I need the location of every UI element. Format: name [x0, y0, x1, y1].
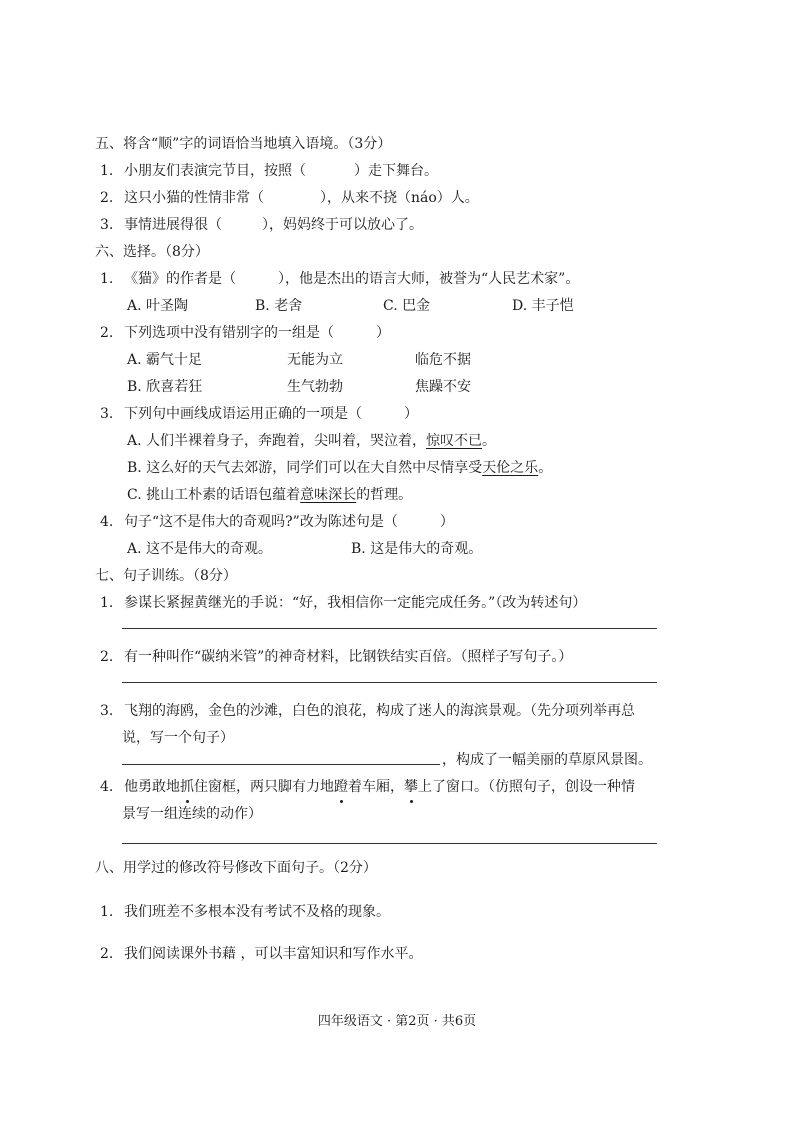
- s5-item-1: [100, 161, 438, 181]
- item-number: 2.: [100, 946, 114, 962]
- s8-item-2: [100, 944, 422, 964]
- underlined-idiom: 天伦之乐: [482, 460, 539, 476]
- s6-question-2: [100, 323, 390, 343]
- option-a-word-2: 无能为立: [287, 352, 343, 368]
- s7-question-1: [100, 593, 586, 613]
- option-a[interactable]: A. 叶圣陶: [127, 298, 189, 314]
- question-text: 《猫》的作者是（ ），他是杰出的语言大师，被誉为“人民艺术家”。: [124, 271, 580, 287]
- option-b-word-1: B. 欣喜若狂: [127, 379, 203, 395]
- item-text-a: 事情进展得很（: [124, 217, 222, 233]
- question-text: 下列句中画线成语运用正确的一项是（ ）: [124, 406, 418, 422]
- item-number: 1.: [100, 163, 114, 179]
- option-text-end: 。: [482, 433, 497, 449]
- section-7-title: 七、句子训练。（8分）: [95, 568, 237, 584]
- underlined-idiom: 惊叹不已: [426, 433, 483, 449]
- item-text-b: ）走下舞台。: [354, 163, 438, 179]
- option-b-word-3: 焦躁不安: [415, 379, 471, 395]
- question-text: 参谋长紧握黄继光的手说：“好，我相信你一定能完成任务。”（改为转述句）: [124, 595, 587, 611]
- option-a-word-1: A. 霸气十足: [127, 352, 203, 368]
- emphasis-char: 蹬: [334, 779, 348, 795]
- item-text-a: 小朋友们表演完节目，按照（: [124, 163, 306, 179]
- option-b[interactable]: B. 这是伟大的奇观。: [351, 541, 483, 557]
- answer-line[interactable]: [122, 628, 657, 629]
- item-text[interactable]: 我们班差不多根本没有考试不及格的现象。: [124, 904, 390, 920]
- page-footer: 四年级语文 · 第2页 · 共6页: [317, 1014, 477, 1029]
- emphasis-char: 抓: [180, 779, 194, 795]
- option-b-word-2: 生气勃勃: [287, 379, 343, 395]
- option-text: C. 挑山工朴素的话语包蕴着: [127, 487, 301, 503]
- option-d[interactable]: D. 丰子恺: [512, 298, 574, 314]
- question-text: 他勇敢地: [124, 779, 180, 795]
- question-text: 飞翔的海鸥，金色的沙滩，白色的浪花，构成了迷人的海滨景观。（先分项列举再总: [124, 703, 635, 719]
- question-text: 住窗框，两只脚有力地: [194, 779, 334, 795]
- question-text: 句子“这不是伟大的奇观吗?”改为陈述句是（ ）: [124, 514, 454, 530]
- item-number: 2.: [100, 325, 114, 341]
- s6-question-1: [100, 269, 579, 289]
- question-text: 着车厢，: [348, 779, 404, 795]
- item-number: 1.: [100, 904, 114, 920]
- section-5-title: 五、将含“顺”字的词语恰当地填入语境。（3分）: [95, 136, 392, 152]
- answer-line[interactable]: [122, 843, 657, 844]
- option-c[interactable]: C. 巴金: [383, 298, 431, 314]
- s7-question-3: [100, 701, 635, 721]
- question-text: 有一种叫作“碳纳米管”的神奇材料，比钢铁结实百倍。（照样子写句子。）: [124, 649, 573, 665]
- item-number: 2.: [100, 190, 114, 206]
- option-a[interactable]: A. 这不是伟大的奇观。: [127, 541, 273, 557]
- s7-q3-tail: ，构成了一幅美丽的草原风景图。: [442, 752, 652, 768]
- item-text-b: ），从来不挠（náo）人。: [320, 190, 479, 206]
- option-b[interactable]: B. 老舍: [255, 298, 303, 314]
- option-text-end: 的哲理。: [356, 487, 413, 503]
- item-number: 4.: [100, 779, 114, 795]
- answer-line[interactable]: [122, 764, 440, 765]
- item-number: 3.: [100, 703, 114, 719]
- s6-question-4: [100, 512, 454, 532]
- s7-question-4: [100, 777, 635, 797]
- section-8-title: 八、用学过的修改符号修改下面句子。（2分）: [95, 860, 377, 876]
- s7-question-2: [100, 647, 572, 667]
- item-number: 4.: [100, 514, 114, 530]
- s6-q3-option-c[interactable]: [127, 485, 412, 505]
- item-text[interactable]: 我们阅读课外书藉 ，可以丰富知识和写作水平。: [124, 946, 423, 962]
- underlined-idiom: 意味深长: [300, 487, 357, 503]
- emphasis-char: 攀: [404, 779, 418, 795]
- option-text-end: 。: [538, 460, 553, 476]
- item-text-b: ），妈妈终于可以放心了。: [262, 217, 423, 233]
- s5-item-3: [100, 215, 423, 235]
- item-number: 1.: [100, 595, 114, 611]
- s7-q4-line-2: 景写一组连续的动作）: [122, 806, 262, 822]
- s6-q3-option-a[interactable]: [127, 431, 496, 451]
- option-text: A. 人们半裸着身子，奔跑着，尖叫着，哭泣着，: [127, 433, 427, 449]
- question-text: 上了窗口。（仿照句子，创设一种情: [418, 779, 635, 795]
- s7-q3-line-2: 说，写一个句子）: [122, 730, 234, 746]
- section-6-title: 六、选择。（8分）: [95, 244, 209, 260]
- option-text: B. 这么好的天气去郊游，同学们可以在大自然中尽情享受: [127, 460, 483, 476]
- option-a-word-3: 临危不据: [415, 352, 471, 368]
- item-number: 2.: [100, 649, 114, 665]
- item-number: 3.: [100, 406, 114, 422]
- item-number: 1.: [100, 271, 114, 287]
- answer-line[interactable]: [122, 682, 657, 683]
- item-text-a: 这只小猫的性情非常（: [124, 190, 264, 206]
- s8-item-1: [100, 902, 390, 922]
- question-text: 下列选项中没有错别字的一组是（ ）: [124, 325, 390, 341]
- s6-q3-option-b[interactable]: [127, 458, 552, 478]
- s6-question-3: [100, 404, 418, 424]
- item-number: 3.: [100, 217, 114, 233]
- s5-item-2: [100, 188, 479, 208]
